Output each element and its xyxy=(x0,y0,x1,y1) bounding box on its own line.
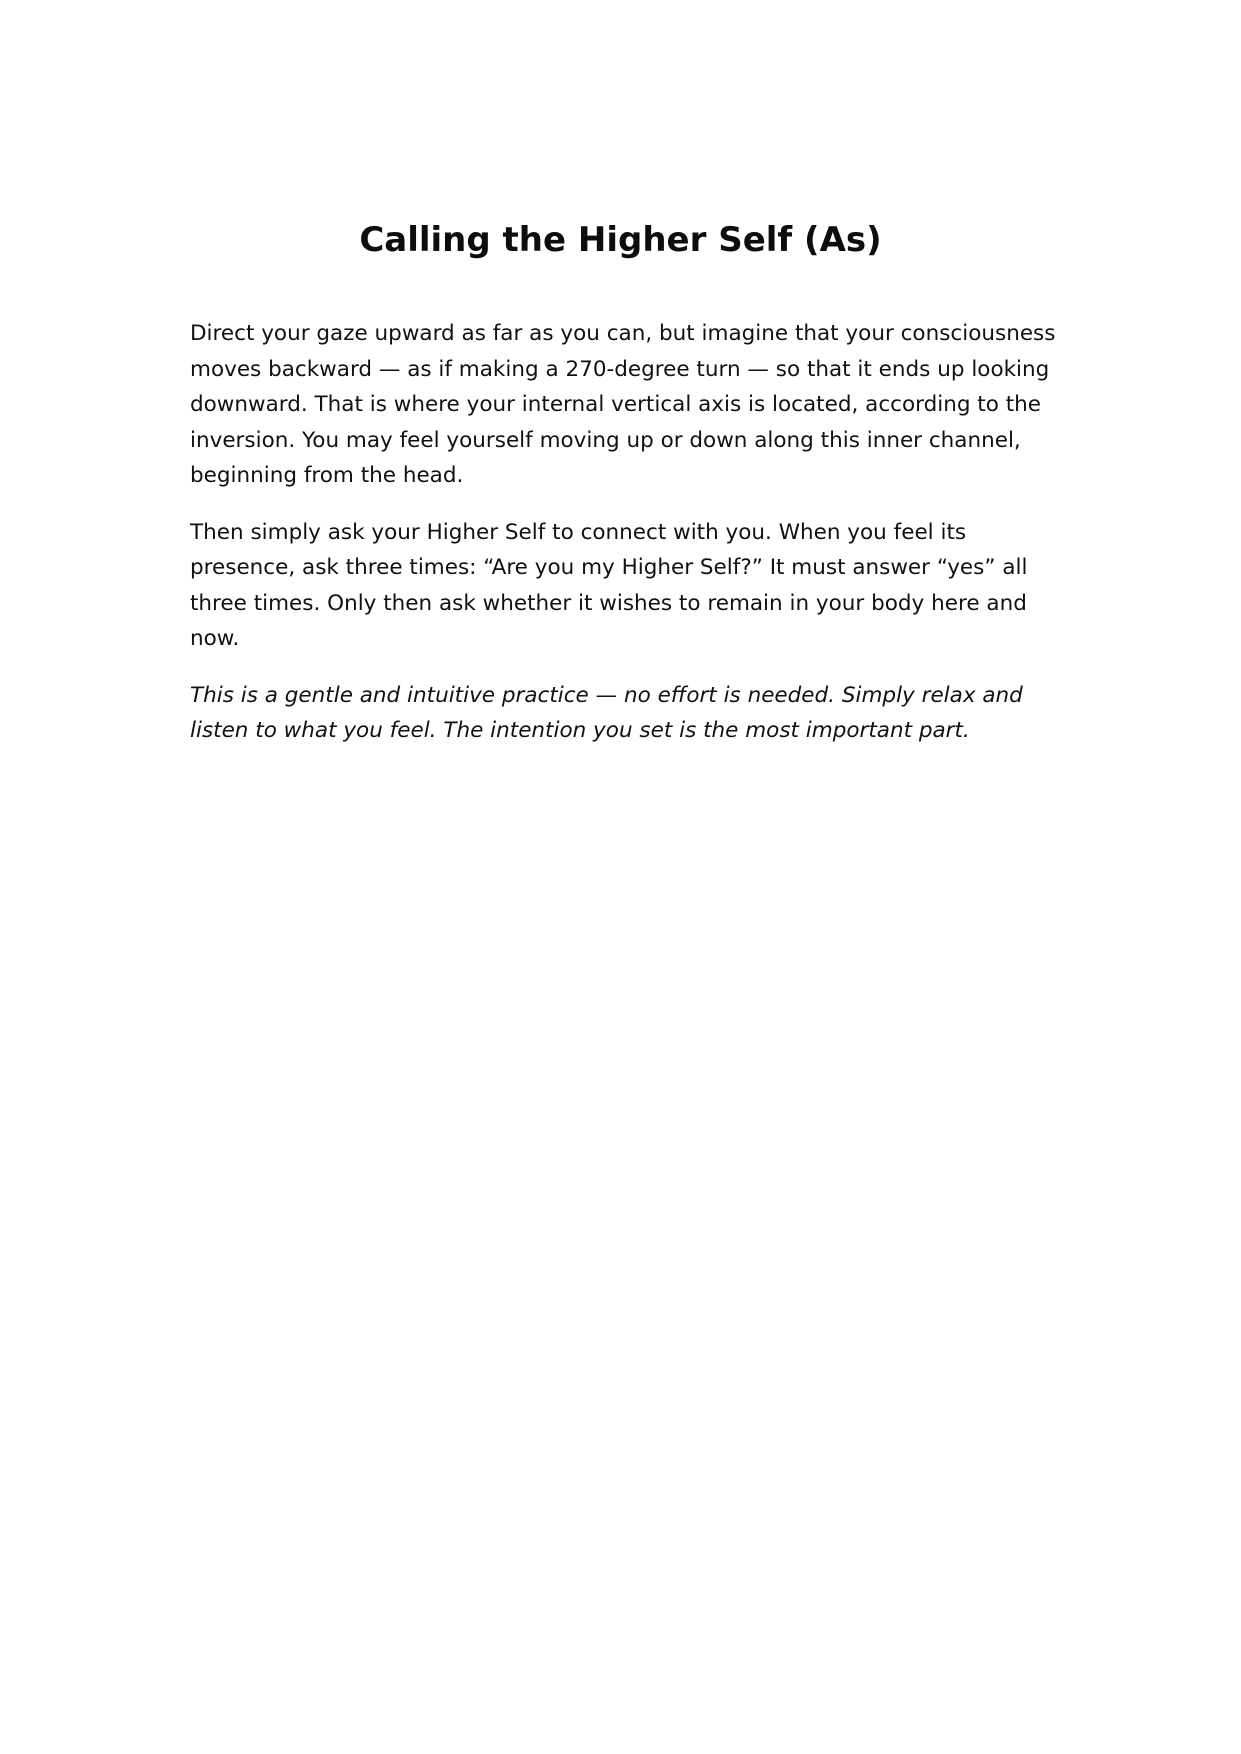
paragraph-ask-higher-self: Then simply ask your Higher Self to connect with you. When you feel its presence, ask three times: “Are you my Higher Self?” It must answer “yes” all three times. Only then ask whether it wishes to remain in your body here and now. xyxy=(190,519,1028,651)
document-body xyxy=(190,316,1070,770)
paragraph-gaze-instructions: Direct your gaze upward as far as you can, but imagine that your consciousness moves backward — as if making a 270-degree turn — so that it ends up looking downward. That is where your internal vertical axis is located, according to the inversion. You may feel yourself moving up or down along this inner channel, beginning from the head. xyxy=(190,321,1056,488)
page-title: Calling the Higher Self (As) xyxy=(359,220,882,260)
paragraph-gentle-practice-note: This is a gentle and intuitive practice — no effort is needed. Simply relax and listen to what you feel. The intention you set is the most important part. xyxy=(190,682,1023,743)
